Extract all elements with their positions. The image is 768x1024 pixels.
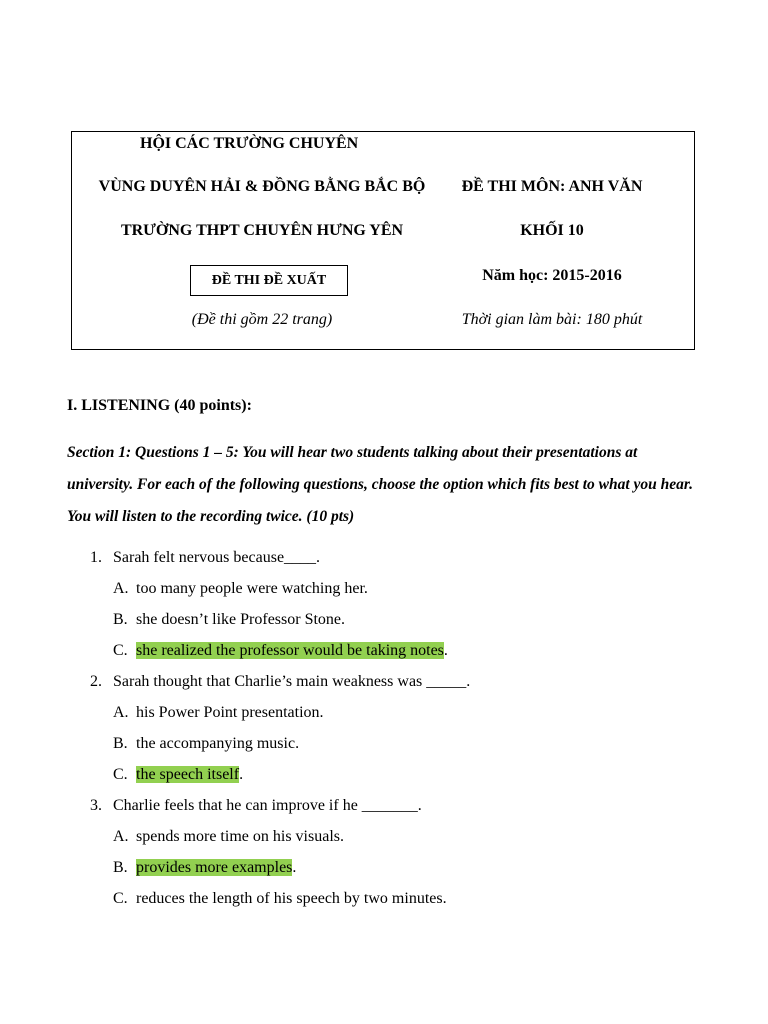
org-line-2: VÙNG DUYÊN HẢI & ĐỒNG BẰNG BẮC BỘ — [98, 178, 426, 195]
highlighted-answer: provides more examples — [136, 859, 293, 876]
option-letter: A. — [113, 704, 129, 721]
option-text: his Power Point presentation. — [136, 704, 324, 721]
answer-option — [90, 824, 710, 855]
question-stem — [90, 669, 710, 700]
option-letter: B. — [113, 735, 128, 752]
option-text: spends more time on his visuals. — [136, 828, 344, 845]
option-letter: C. — [113, 766, 128, 783]
question-stem — [90, 793, 710, 824]
section-title: I. LISTENING (40 points): — [67, 397, 252, 414]
option-text: the accompanying music. — [136, 735, 300, 752]
school-name: TRƯỜNG THPT CHUYÊN HƯNG YÊN — [120, 222, 404, 239]
exam-subject: ĐỀ THI MÔN: ANH VĂN — [461, 178, 643, 195]
question-text: Sarah thought that Charlie’s main weakness was _____. — [113, 673, 471, 690]
proposed-exam-stamp: ĐỀ THI ĐỀ XUẤT — [190, 265, 348, 296]
answer-option — [90, 700, 710, 731]
answer-option: B. provides more examples. — [90, 855, 710, 886]
question-list — [90, 545, 710, 917]
exam-header-box — [71, 131, 695, 350]
option-text: she doesn’t like Professor Stone. — [136, 611, 346, 628]
answer-option — [90, 731, 710, 762]
pages-note: (Đề thi gồm 22 trang) — [191, 311, 333, 328]
question-text: Sarah felt nervous because____. — [113, 549, 321, 566]
question-item — [90, 669, 710, 793]
option-letter: A. — [113, 580, 129, 597]
question-item — [90, 545, 710, 669]
highlighted-answer: the speech itself — [136, 766, 240, 783]
section-instructions: Section 1: Questions 1 – 5: You will hear two students talking about their presentations at university. For each of the following questions, choose the option which fits best to what you hear. You will listen to the recording twice. (10 pts) — [67, 444, 693, 525]
question-stem — [90, 545, 710, 576]
exam-grade: KHỐI 10 — [520, 222, 584, 239]
school-year: Năm học: 2015-2016 — [482, 267, 622, 284]
org-line-1: HỘI CÁC TRƯỜNG CHUYÊN — [140, 135, 359, 152]
option-letter: C. — [113, 890, 128, 907]
option-letter: B. — [113, 611, 128, 628]
answer-option — [90, 886, 710, 917]
question-number: 2. — [90, 673, 102, 690]
question-number: 3. — [90, 797, 102, 814]
answer-option — [90, 607, 710, 638]
answer-option — [90, 576, 710, 607]
highlighted-answer: she realized the professor would be taking notes — [136, 642, 444, 659]
question-number: 1. — [90, 549, 102, 566]
option-text: too many people were watching her. — [136, 580, 368, 597]
option-letter: C. — [113, 642, 128, 659]
question-text: Charlie feels that he can improve if he _______. — [113, 797, 422, 814]
question-item — [90, 793, 710, 917]
answer-option: C. the speech itself. — [90, 762, 710, 793]
option-letter: A. — [113, 828, 129, 845]
exam-duration: Thời gian làm bài: 180 phút — [461, 311, 643, 328]
option-letter: B. — [113, 859, 128, 876]
answer-option: C. she realized the professor would be taking notes. — [90, 638, 710, 669]
option-text: reduces the length of his speech by two minutes. — [136, 890, 447, 907]
